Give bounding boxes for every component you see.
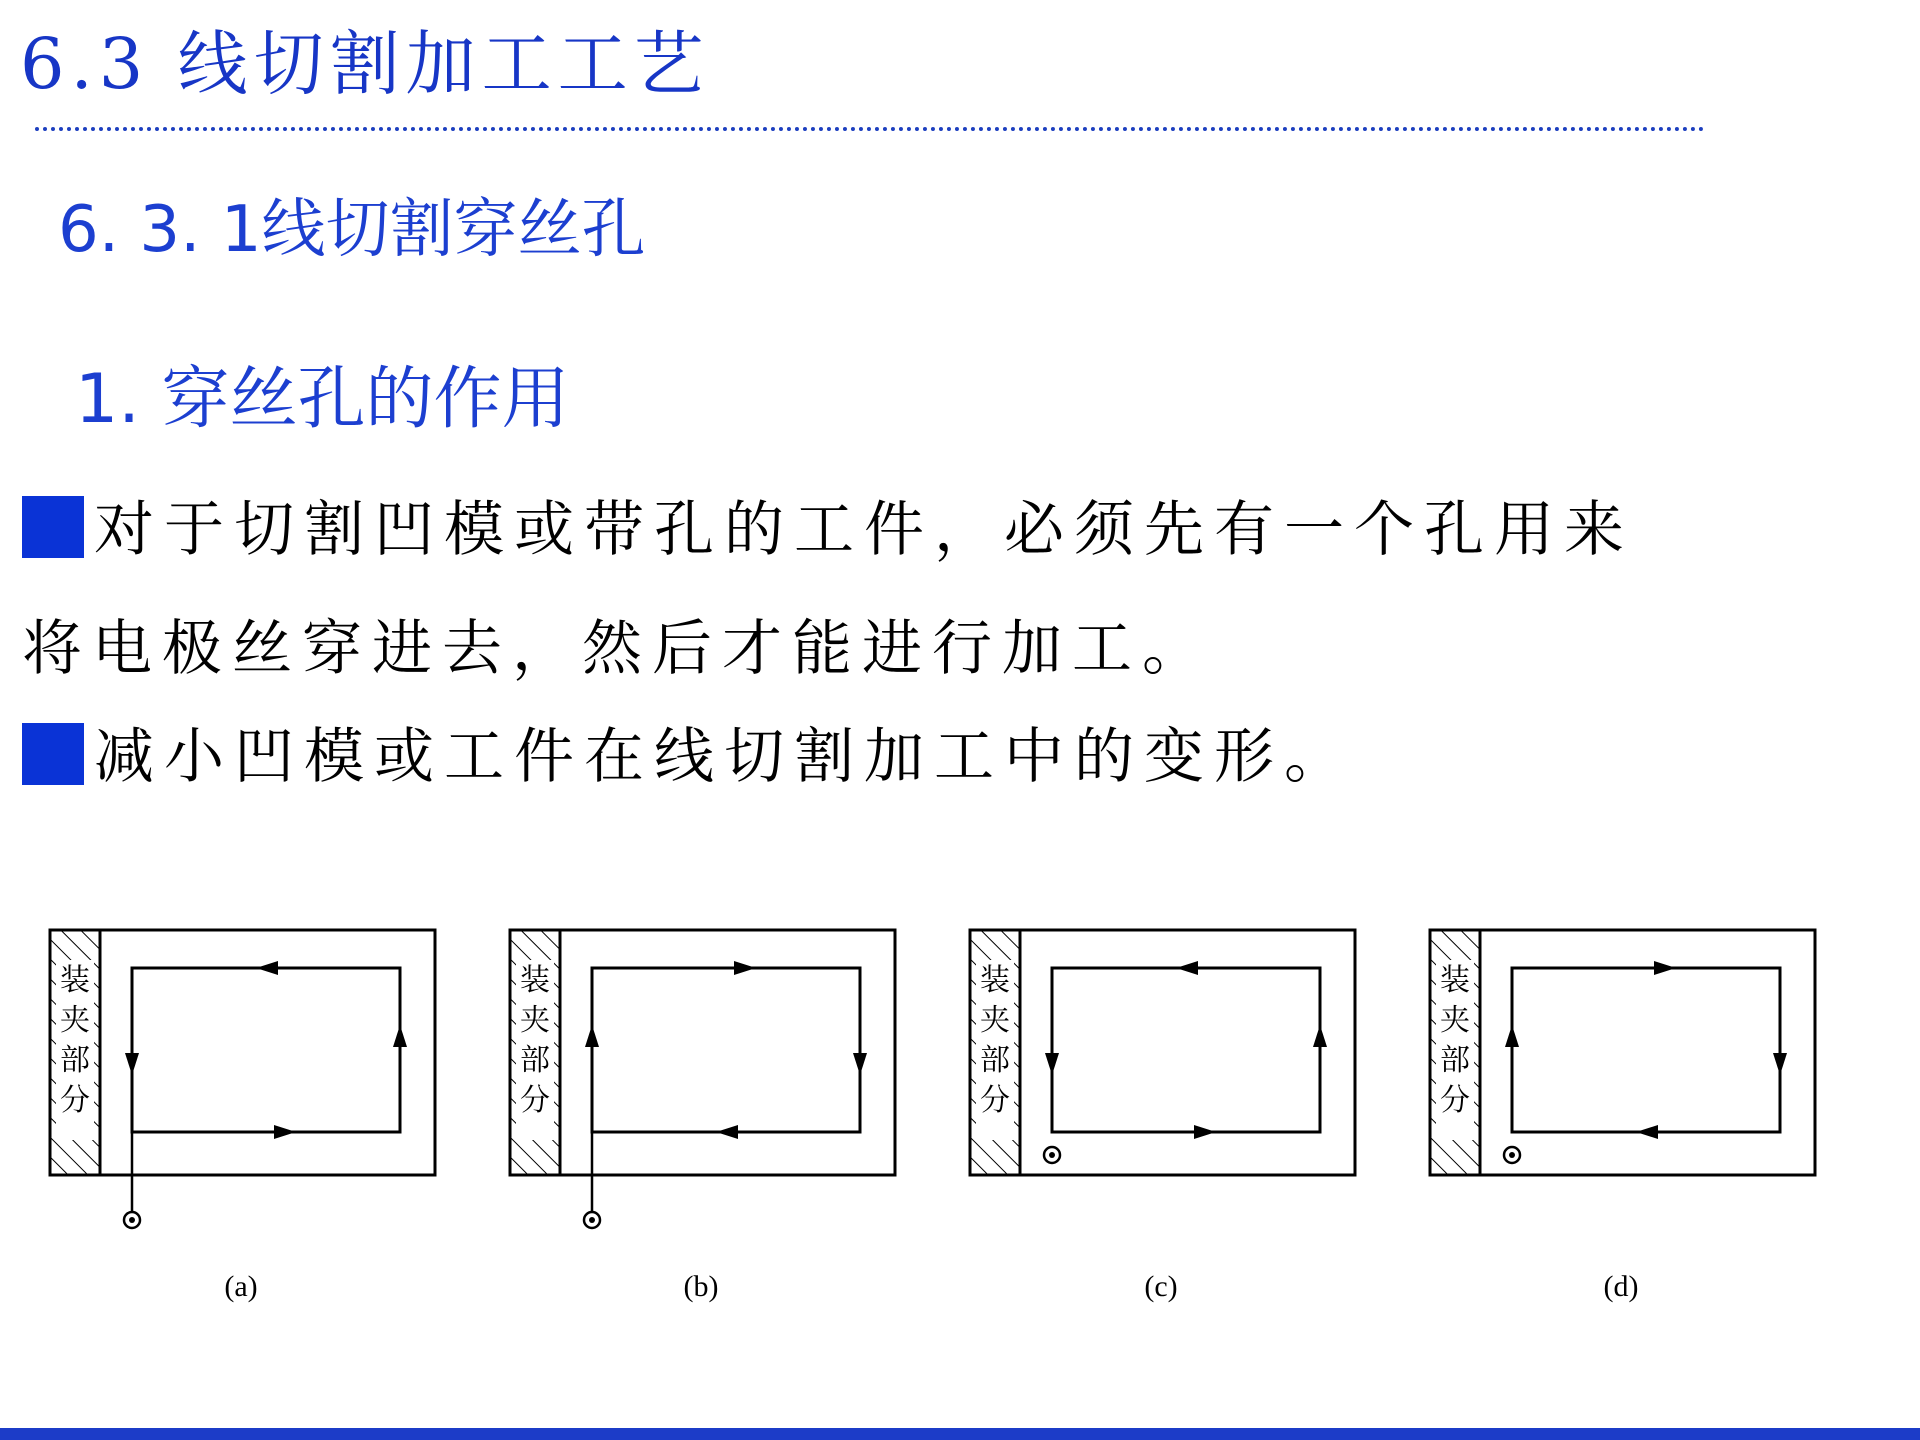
paragraph-1-line-2: 将电极丝穿进去，然后才能进行加工。 xyxy=(22,614,1212,684)
clamp-label-char: 装 xyxy=(980,964,1010,997)
clamp-label-char: 装 xyxy=(1440,964,1470,997)
cut-path xyxy=(1052,968,1320,1132)
path-arrow xyxy=(1654,961,1676,975)
figure-panel-b xyxy=(510,930,895,1228)
cut-path xyxy=(592,968,860,1132)
paragraph-2-text: 减小凹模或工件在线切割加工中的变形。 xyxy=(94,722,1354,792)
path-arrow xyxy=(1505,1025,1519,1047)
path-arrow xyxy=(853,1053,867,1075)
paragraph-1-line-1 xyxy=(22,493,1634,567)
clamp-label-char: 分 xyxy=(1440,1084,1470,1117)
path-arrow xyxy=(716,1125,738,1139)
clamp-label-char: 分 xyxy=(520,1084,550,1117)
path-arrow xyxy=(1773,1053,1787,1075)
path-arrow xyxy=(1636,1125,1658,1139)
path-arrow xyxy=(1313,1025,1327,1047)
figure-panel-d xyxy=(1430,930,1815,1175)
clamp-label-char: 装 xyxy=(520,964,550,997)
path-arrow xyxy=(1045,1053,1059,1075)
path-arrow xyxy=(1194,1125,1216,1139)
bullet-square-icon xyxy=(22,723,84,785)
threading-hole-center xyxy=(129,1217,135,1223)
figure-label-c: (c) xyxy=(1144,1270,1178,1303)
clamp-label-char: 夹 xyxy=(520,1004,550,1037)
path-arrow xyxy=(256,961,278,975)
clamp-label-char: 分 xyxy=(60,1084,90,1117)
path-arrow xyxy=(274,1125,296,1139)
figure-panel-a xyxy=(50,930,435,1228)
bottom-bar xyxy=(0,1428,1920,1440)
threading-hole-center xyxy=(1049,1152,1055,1158)
clamp-label-char: 部 xyxy=(60,1044,90,1077)
page-title: 6.3 线切割加工工艺 xyxy=(20,23,710,105)
threading-hole-center xyxy=(1509,1152,1515,1158)
paragraph-2 xyxy=(22,720,1354,794)
clamp-label-char: 夹 xyxy=(60,1004,90,1037)
section-heading: 1. 穿丝孔的作用 xyxy=(75,360,570,439)
figure-label-b: (b) xyxy=(683,1270,719,1303)
clamp-label-char: 夹 xyxy=(1440,1004,1470,1037)
path-arrow xyxy=(393,1025,407,1047)
clamp-label-char: 分 xyxy=(980,1084,1010,1117)
clamp-label-char: 夹 xyxy=(980,1004,1010,1037)
figure-label-a: (a) xyxy=(224,1270,258,1303)
clamp-label-char: 部 xyxy=(1440,1044,1470,1077)
path-arrow xyxy=(1176,961,1198,975)
path-arrow xyxy=(125,1053,139,1075)
title-divider xyxy=(35,127,1705,131)
figure-panel-c xyxy=(970,930,1355,1175)
clamp-label-char: 部 xyxy=(520,1044,550,1077)
path-arrow xyxy=(585,1025,599,1047)
cut-path xyxy=(132,968,400,1132)
figure-svg xyxy=(40,920,1830,1320)
figure-label-d: (d) xyxy=(1603,1270,1639,1303)
clamp-label-char: 装 xyxy=(60,964,90,997)
clamp-label-char: 部 xyxy=(980,1044,1010,1077)
paragraph-1-line-1-text: 对于切割凹模或带孔的工件，必须先有一个孔用来 xyxy=(94,495,1634,565)
path-arrow xyxy=(734,961,756,975)
cut-path xyxy=(1512,968,1780,1132)
bullet-square-icon xyxy=(22,496,84,558)
threading-hole-center xyxy=(589,1217,595,1223)
section-subtitle: 6. 3. 1线切割穿丝孔 xyxy=(58,193,646,267)
threading-hole-figure xyxy=(40,920,1830,1320)
